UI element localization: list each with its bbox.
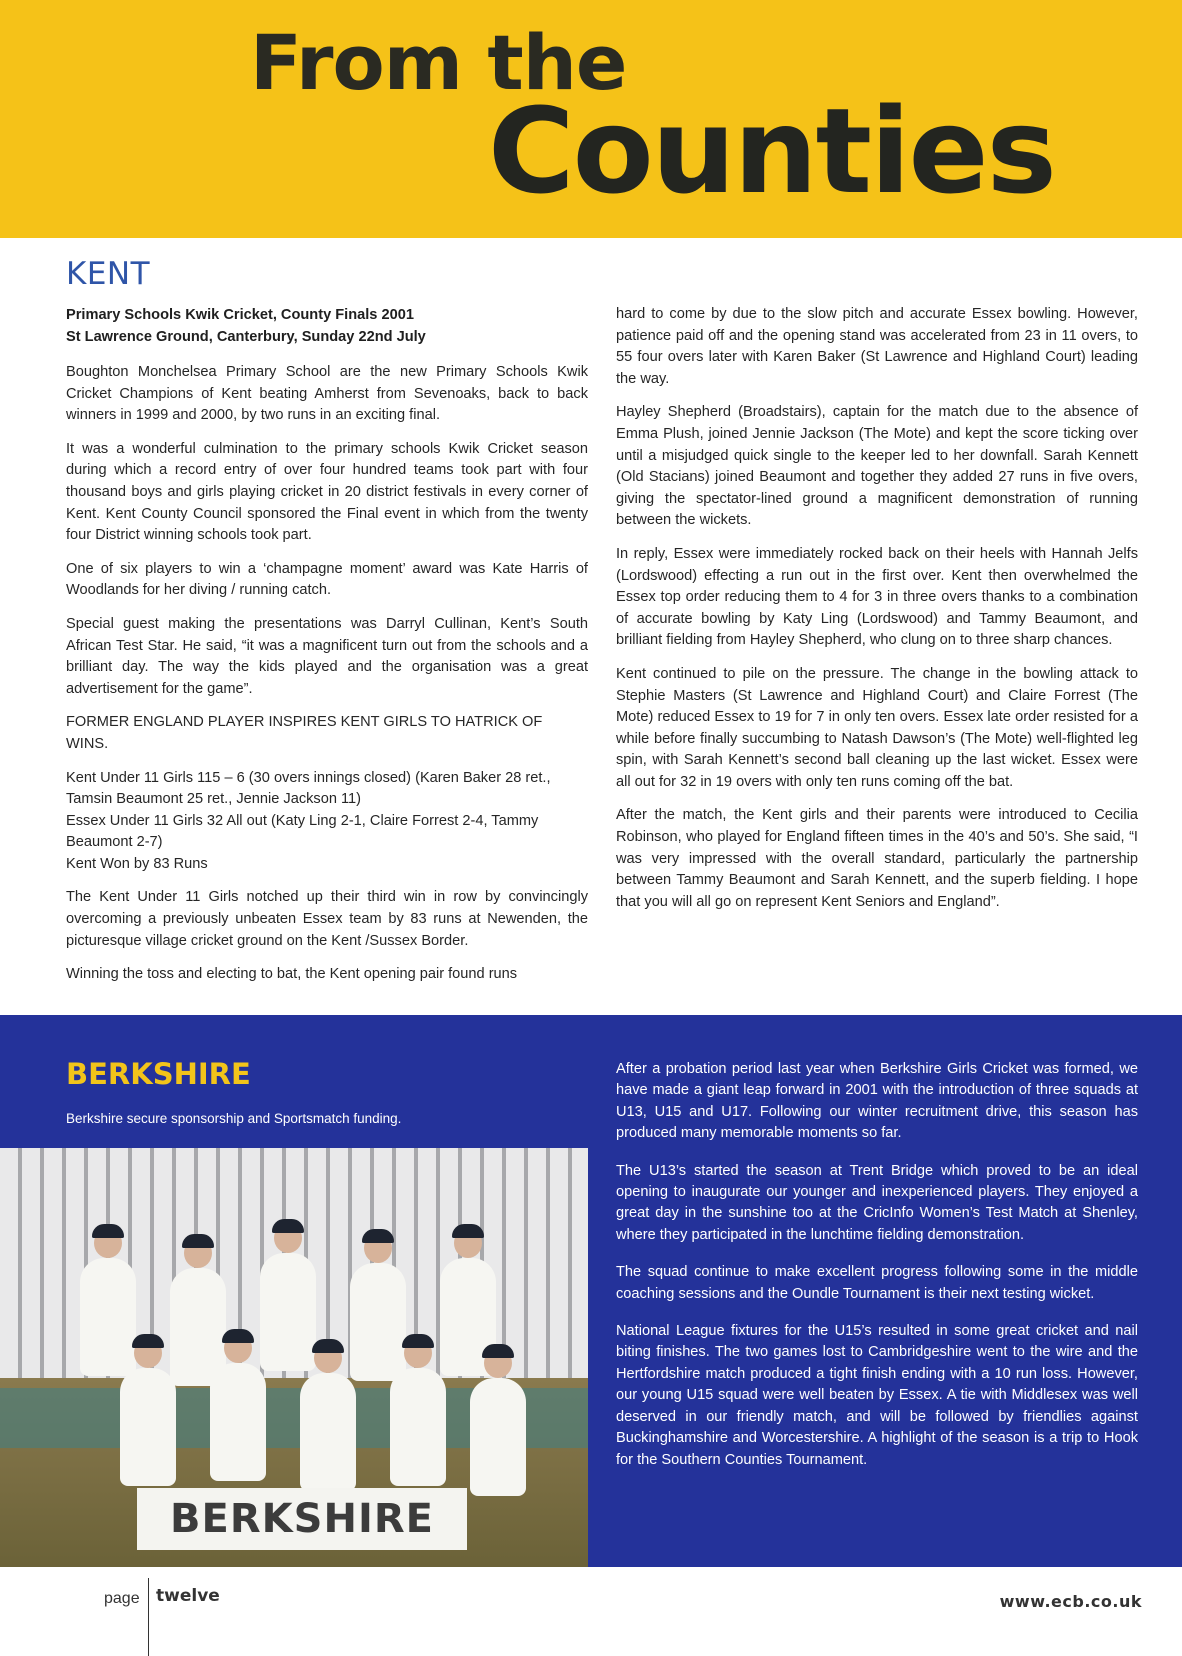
player-figure bbox=[300, 1373, 356, 1491]
footer-url-link[interactable]: www.ecb.co.uk bbox=[999, 1592, 1142, 1611]
kent-scorecard bbox=[66, 768, 588, 876]
kent-paragraph: Special guest making the presentations was Darryl Cullinan, Kent’s South African Test Star. He said, “it was a magnificent turn out from the schools and a brilliant day. The way the kids played and the organisation was a great advertisement for the game”. bbox=[66, 615, 588, 697]
footer-divider bbox=[148, 1578, 149, 1656]
score-line-essex: Essex Under 11 Girls 32 All out (Katy Ling 2-1, Claire Forrest 2-4, Tammy Beaumont 2-7) bbox=[66, 812, 539, 851]
berkshire-section bbox=[0, 1015, 1182, 1567]
berkshire-paragraph: After a probation period last year when Berkshire Girls Cricket was formed, we have made a giant leap forward in 2001 with the introduction of three squads at U13, U15 and U17. Following our winter recruitment drive, this season has produced many memorable moments so far. bbox=[616, 1061, 1138, 1142]
kent-paragraph: One of six players to win a ‘champagne moment’ award was Kate Harris of Woodlands for her diving / running catch. bbox=[66, 560, 588, 599]
berkshire-paragraph: The U13’s started the season at Trent Bridge which proved to be an ideal opening to inaugurate our younger and inexperienced players. They enjoyed a great day in the sunshine too at the CricInfo Women’s Test Match at Shenley, where they participated in the lunchtime fielding demonstration. bbox=[616, 1162, 1138, 1243]
kent-paragraph: The Kent Under 11 Girls notched up their third win in row by convincingly overcoming a previously unbeaten Essex team by 83 runs at Newenden, the picturesque village cricket ground on the Kent /Sussex Border. bbox=[66, 889, 588, 949]
page-header bbox=[0, 0, 1182, 238]
player-figure bbox=[120, 1368, 176, 1486]
berkshire-banner-text: BERKSHIRE bbox=[170, 1496, 434, 1542]
kent-paragraph: Hayley Shepherd (Broadstairs), captain for the match due to the absence of Emma Plush, joined Jennie Jackson (The Mote) and kept the score ticking over until a misjudged quick single to the keeper led to her downfall. Sarah Kennett (Old Stacians) joined Beaumont and together they added 27 runs in five overs, giving the spectator-lined ground a magnificent demonstration of running between the wickets. bbox=[616, 404, 1138, 529]
kent-paragraph: After the match, the Kent girls and their parents were introduced to Cecilia Robinson, who played for England fifteen times in the 40’s and 50’s. She said, “I was very impressed with the overall standard, particularly the partnership between Tammy Beaumont and Sarah Kennett, and the superb fielding. I hope that you will all go on represent Kent Seniors and England”. bbox=[616, 807, 1138, 910]
berkshire-paragraph: The squad continue to make excellent progress following some in the middle coaching sessions and the Oundle Tournament is their next testing wicket. bbox=[616, 1264, 1138, 1302]
kent-paragraph: Winning the toss and electing to bat, the Kent opening pair found runs bbox=[66, 966, 518, 983]
kent-paragraph: Kent continued to pile on the pressure. The change in the bowling attack to Stephie Masters (St Lawrence and Highland Court) and Claire Forrest (The Mote) reduced Essex to 19 for 7 in only ten overs. Essex late order resisted for a while before finally succumbing to Natash Dawson’s (The Mote) well-flighted leg spin, with Sarah Kennett’s second ball cleaning up the last wicket. Essex were all out for 32 in 19 overs with only ten runs coming off the bat. bbox=[616, 665, 1138, 790]
berkshire-banner bbox=[137, 1488, 467, 1550]
kent-right-column bbox=[616, 304, 1138, 925]
berkshire-text bbox=[616, 1059, 1138, 1487]
kent-paragraph: It was a wonderful culmination to the primary schools Kwik Cricket season during which a record entry of over four hundred teams took part with four thousand boys and girls playing cricket in 20 district festivals in every corner of Kent. Kent County Council sponsored the Final event in which from the twenty four District winning schools took part. bbox=[66, 440, 588, 544]
team-photo bbox=[0, 1148, 588, 1567]
score-line-result: Kent Won by 83 Runs bbox=[66, 855, 208, 872]
player-figure bbox=[390, 1368, 446, 1486]
berkshire-caption: Berkshire secure sponsorship and Sportsmatch funding. bbox=[66, 1111, 402, 1126]
player-figure bbox=[350, 1263, 406, 1381]
title-line-1: From the bbox=[250, 18, 627, 107]
player-figure bbox=[470, 1378, 526, 1496]
title-line-2: Counties bbox=[488, 82, 1055, 220]
kent-subheading-line-1: Primary Schools Kwik Cricket, County Finals 2001 bbox=[66, 307, 414, 323]
footer-page-label: page bbox=[104, 1590, 140, 1607]
player-figure bbox=[260, 1253, 316, 1371]
berkshire-heading: BERKSHIRE bbox=[66, 1057, 251, 1091]
kent-paragraph: In reply, Essex were immediately rocked back on their heels with Hannah Jelfs (Lordswood) effecting a run out in the first over. Kent then overwhelmed the Essex top order reducing them to 4 for 3 in three overs thanks to a combination of accurate bowling by Katy Ling (Lordswood) and Tammy Beaumont, and brilliant fielding from Hayley Shepherd, who clung on to three sharp chances. bbox=[616, 545, 1138, 649]
player-figure bbox=[210, 1363, 266, 1481]
kent-subheading-line-2: St Lawrence Ground, Canterbury, Sunday 22nd July bbox=[66, 329, 426, 345]
kent-subheading bbox=[66, 304, 588, 348]
footer-page-number: twelve bbox=[156, 1586, 220, 1606]
score-line-kent: Kent Under 11 Girls 115 – 6 (30 overs innings closed) (Karen Baker 28 ret., Tamsin Beaumont 25 ret., Jennie Jackson 11) bbox=[66, 769, 551, 808]
photo-players bbox=[60, 1238, 540, 1518]
berkshire-paragraph: National League fixtures for the U15’s resulted in some great cricket and nail biting finishes. The two games lost to Cambridgeshire went to the wire and the Hertfordshire match produced a tight finish ending with a 10 run loss. However, our young U15 squad were well beaten by Essex. A tie with Middlesex was well deserved in our friendly match, and will be followed by friendlies against Buckinghamshire and Worcestershire. A highlight of the season is a trip to Hook for the Southern Counties Tournament. bbox=[616, 1323, 1138, 1468]
kent-caps-heading: FORMER ENGLAND PLAYER INSPIRES KENT GIRLS TO HATRICK OF WINS. bbox=[66, 714, 543, 752]
kent-paragraph: Boughton Monchelsea Primary School are the new Primary Schools Kwik Cricket Champions of Kent beating Amherst from Sevenoaks, back to back winners in 1999 and 2000, by two runs in an exciting final. bbox=[66, 364, 588, 424]
kent-paragraph: hard to come by due to the slow pitch and accurate Essex bowling. However, patience paid off and the opening stand was accelerated from 23 in 11 overs, to 55 four overs later with Karen Baker (St Lawrence and Highland Court) leading the way. bbox=[616, 306, 1138, 387]
kent-left-column bbox=[66, 304, 588, 998]
kent-heading: KENT bbox=[66, 256, 151, 292]
player-figure bbox=[80, 1258, 136, 1376]
